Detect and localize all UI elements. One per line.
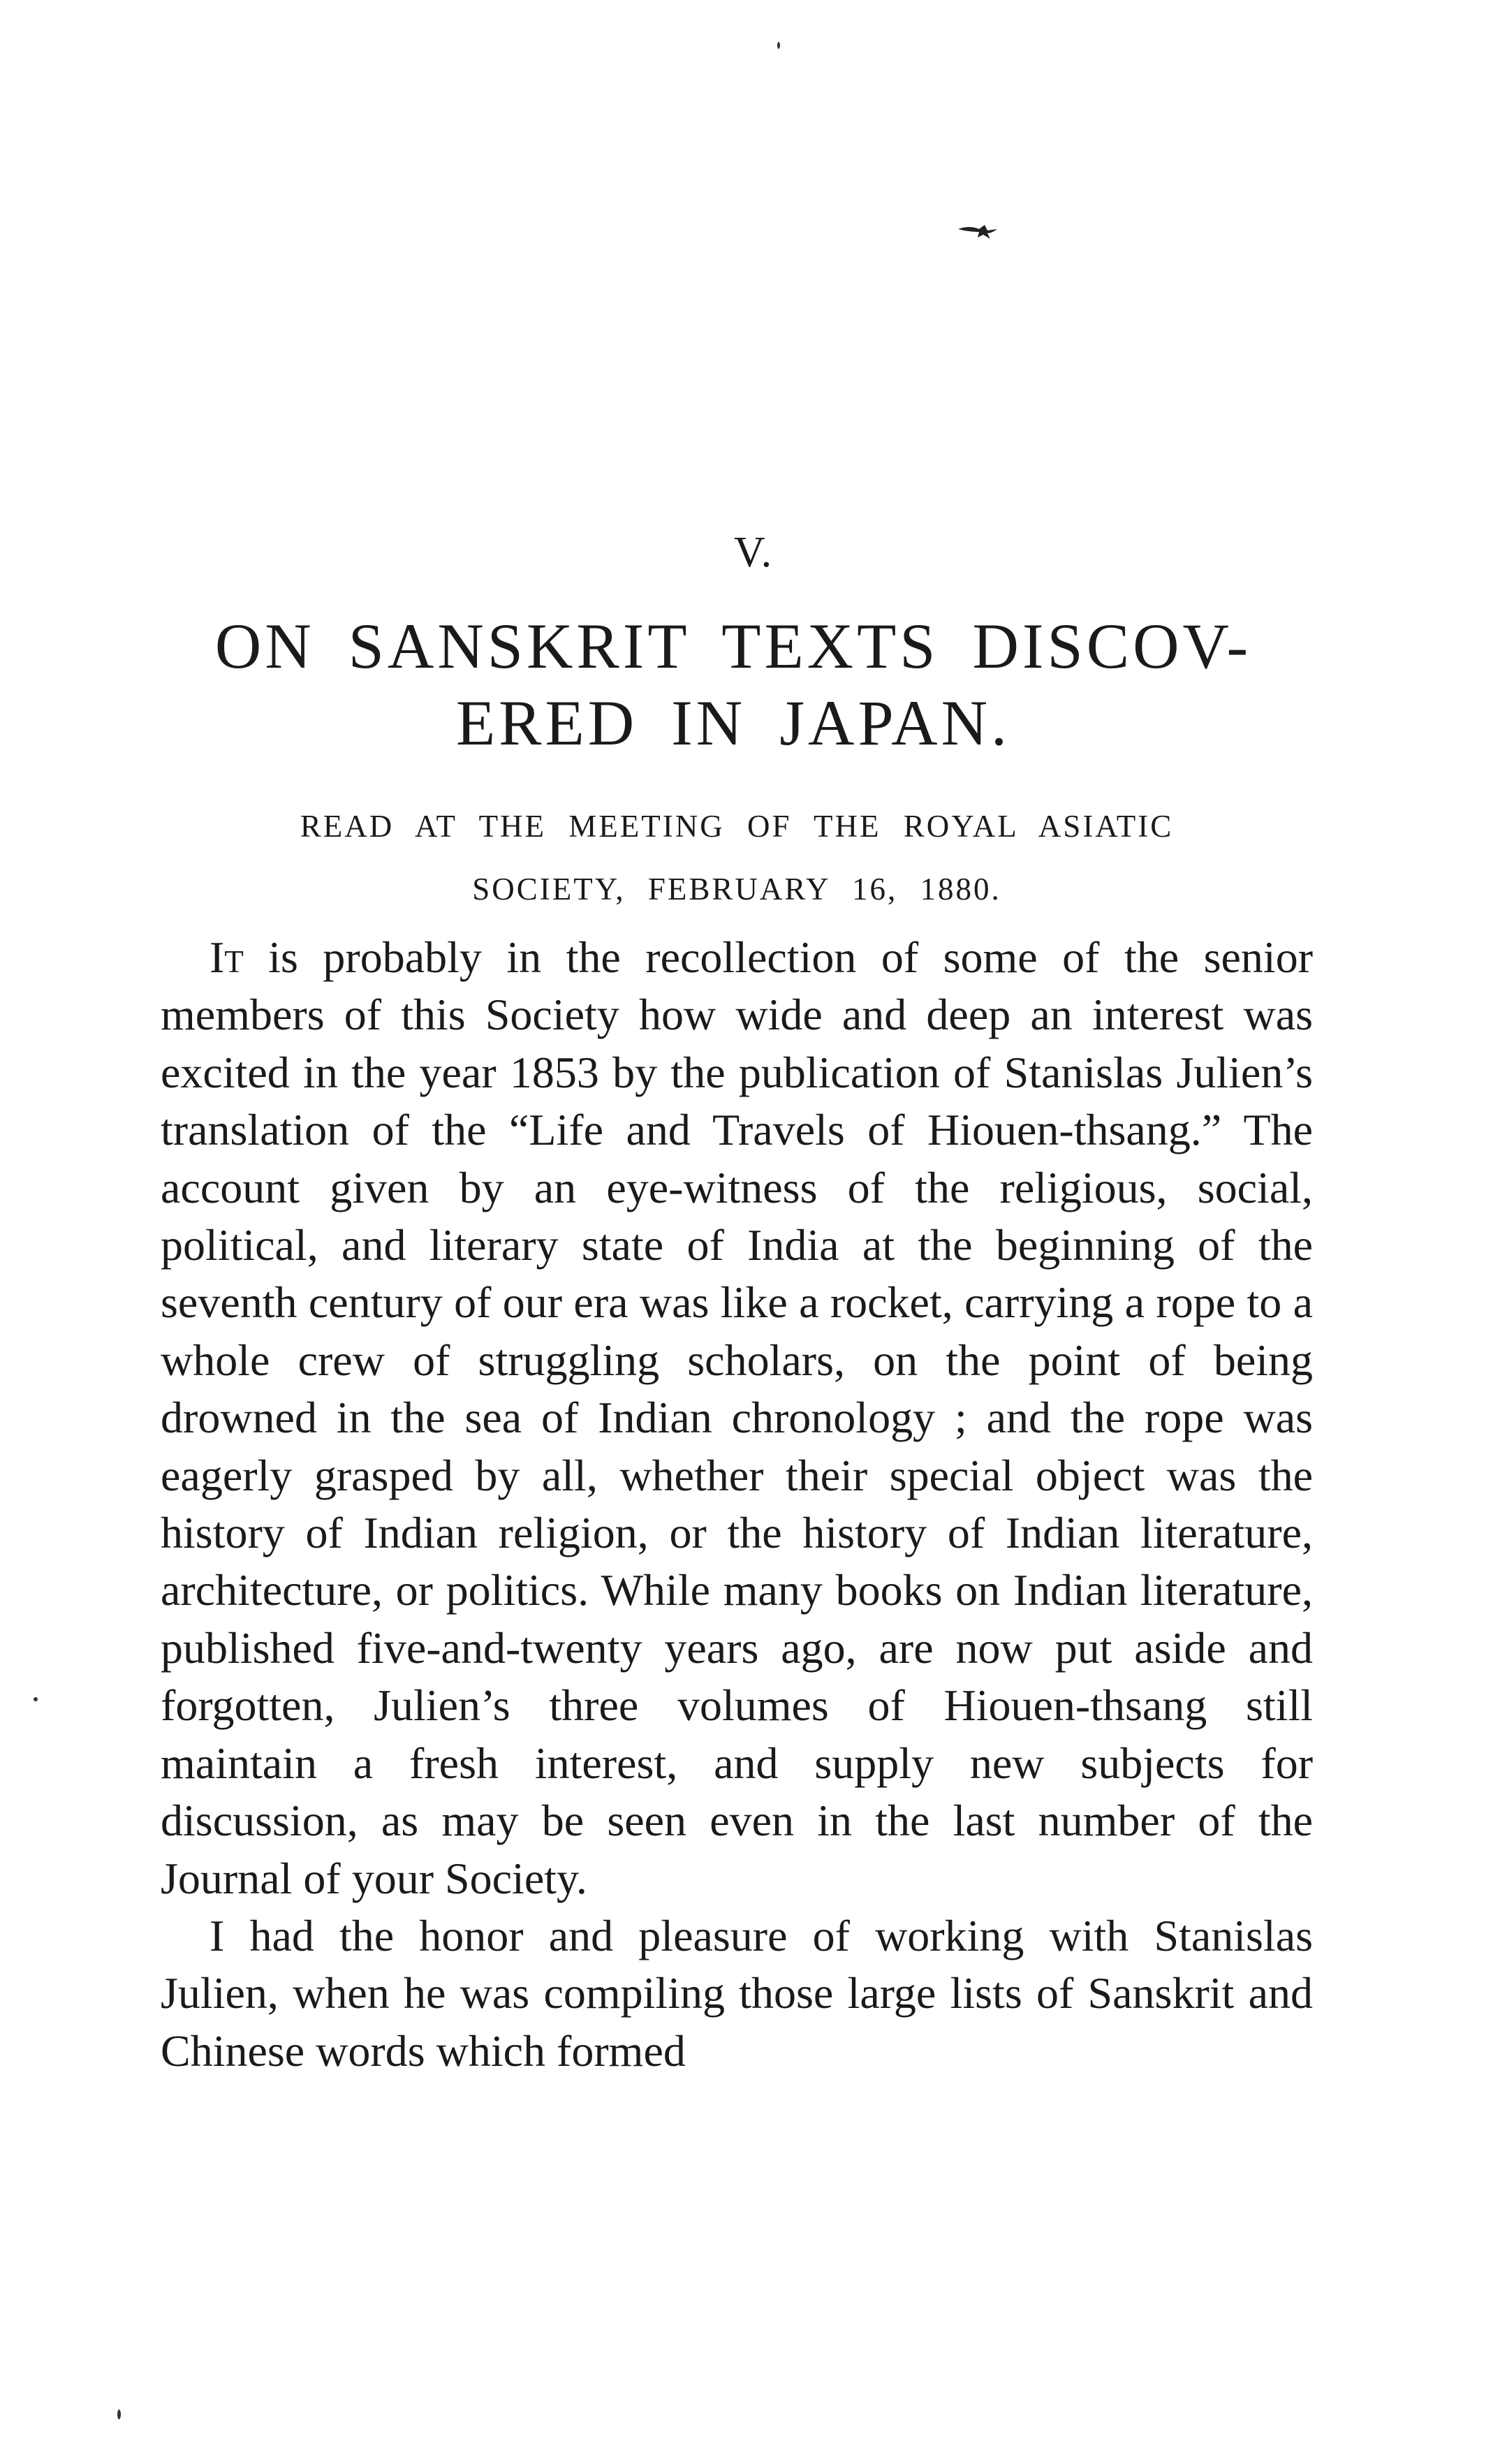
chapter-title — [154, 608, 1313, 761]
ink-speck — [34, 1697, 38, 1701]
chapter-number: V. — [733, 529, 774, 576]
body-text — [161, 929, 1313, 2080]
ink-speck — [777, 42, 780, 49]
paragraph-1-text: is probably in the recollection of some of the senior members of this Society how wide and deep an interest was excited in the year 1853 by the publication of Stanislas Julien’s translation of the “Life and Travels of Hiouen-thsang.” The account given by an eye-witness of the religious, social, political, and literary state of India at the beginning of the seventh century of our era was like a rocket, carrying a rope to a whole crew of struggling scholars, on the point of being drowned in the sea of Indian chronology ; and the rope was eagerly grasped by all, whether their special object was the history of Indian religion, or the history of Indian literature, architecture, or politics. While many books on Indian literature, published five-and-twenty years ago, are now put aside and forgotten, Julien’s three volumes of Hiouen-thsang still maintain a fresh interest, and supply new subjects for discussion, as may be seen even in the last number of the Journal of your Society. — [161, 932, 1313, 1903]
paragraph-1 — [161, 929, 1313, 1907]
paragraph-1-lead: It — [209, 932, 244, 982]
paragraph-2: I had the honor and pleasure of working with Stanislas Julien, when he was compiling those large lists of Sanskrit and Chinese words which formed — [161, 1910, 1313, 2076]
ink-speck — [117, 2410, 121, 2419]
chapter-subtitle-line-2: SOCIETY, FEBRUARY 16, 1880. — [472, 872, 1001, 907]
chapter-title-line-1: ON SANSKRIT TEXTS DISCOV- — [214, 610, 1252, 682]
fleuron-ornament-icon — [957, 221, 1006, 242]
chapter-subtitle — [161, 795, 1313, 921]
chapter-subtitle-line-1: READ AT THE MEETING OF THE ROYAL ASIATIC — [300, 809, 1174, 844]
chapter-title-line-2: ERED IN JAPAN. — [455, 687, 1011, 758]
